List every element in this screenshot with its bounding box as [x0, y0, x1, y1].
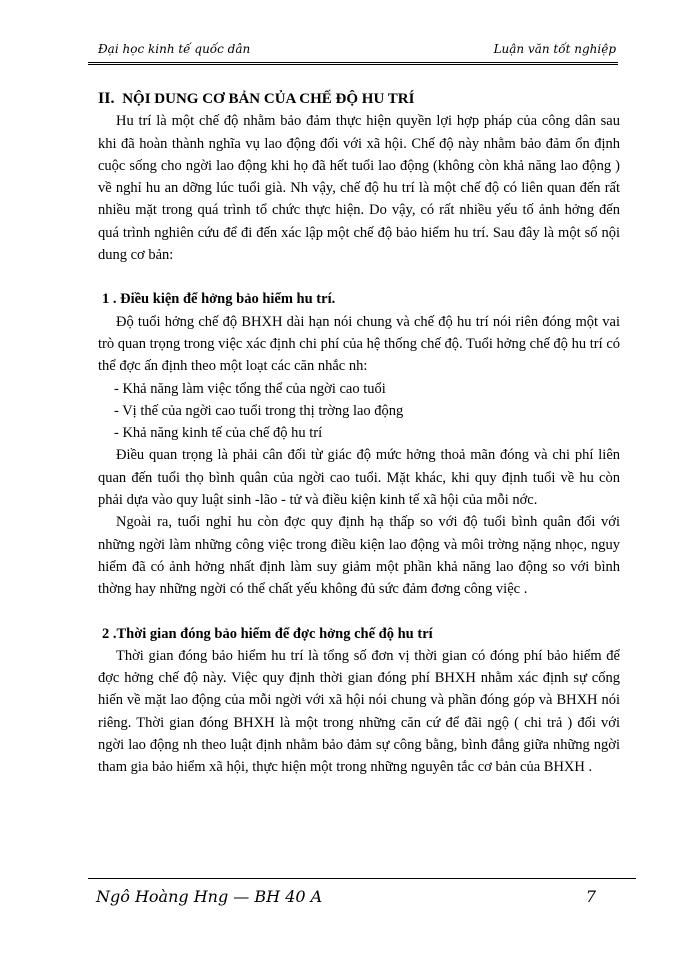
list-item: - Khả năng kinh tế của chế độ hu trí: [114, 425, 323, 442]
subsection-2-paragraph-1: Thời gian đóng bảo hiểm hu trí là tổng số đơn vị thời gian có đóng phí bảo hiểm để đợc hởng chế độ này. Việc quy định thời gian đóng phí BHXH nhằm xác định sự cống hiến về mặt lao động của mỗi ngời với xã hội nói chung và phần đóng góp và BHXH nói riêng. Thời gian đóng BHXH là một trong những căn cứ để đãi ngộ ( chi trả ) đối với ngời lao động nh theo luật định nhằm bảo đảm sự công bằng, bình đẳng giữa những ngời tham gia bảo hiểm xã hội, thực hiện một trong những nguyên tắc cơ bản của BHXH .: [98, 647, 620, 776]
section-title-text: NỘI DUNG CƠ BẢN CỦA CHẾ ĐỘ HU TRÍ: [122, 91, 415, 107]
page-footer: [88, 878, 636, 906]
list-item: - Vị thế của ngời cao tuổi trong thị trờng lao động: [114, 402, 404, 419]
section-number: II.: [98, 90, 115, 107]
subsection-1-heading: 1 . Điều kiện để hởng bảo hiểm hu trí.: [102, 291, 336, 308]
subsection-1-paragraph-3: Ngoài ra, tuổi nghỉ hu còn đợc quy định hạ thấp so với độ tuổi bình quân đối với những ngời làm những công việc trong điều kiện lao động và môi trờng nặng nhọc, nguy hiểm đã có ảnh hởng nhất định làm suy giảm một phần khả năng lao động so với bình thờng hay những ngời có thể chất yếu không đủ sức đảm đơng công việc .: [98, 514, 620, 598]
subsection-1-paragraph-1: Độ tuổi hởng chế độ BHXH dài hạn nói chung và chế độ hu trí nói riên đóng một vai trò quan trọng trong việc xác định chi phí của hệ thống chế độ. Tuổi hởng chế độ hu trí có thể đợc ấn định theo một loạt các căn nhắc nh:: [98, 313, 620, 375]
header-university: Đại học kinh tế quốc dân: [98, 42, 251, 56]
section-title: [98, 88, 620, 110]
footer-author: Ngô Hoàng Hng — BH 40 A: [96, 887, 323, 906]
page-number: 7: [585, 887, 596, 906]
subsection-2-heading: 2 .Thời gian đóng bảo hiểm để đợc hởng chế độ hu trí: [102, 625, 433, 642]
document-body: [98, 88, 620, 779]
factors-list: [98, 378, 620, 445]
header-thesis-label: Luận văn tốt nghiệp: [493, 42, 616, 56]
section-intro-paragraph: Hu trí là một chế độ nhằm bảo đảm thực hiện quyền lợi hợp pháp của công dân sau khi đã hoàn thành nghĩa vụ lao động đối với xã hội. Chế độ này nhằm bảo đảm ổn định cuộc sống cho ngời lao động khi họ đã hết tuổi lao động (không còn khả năng lao động ) về nghỉ hu an dỡng lúc tuổi già. Nh vậy, chế độ hu trí là một chế độ có liên quan đến rất nhiều mặt trong quá trình tổ chức thực hiện. Do vậy, có rất nhiều yếu tố ảnh hởng đến quá trình nghiên cứu để đi đến xác lập một chế độ bảo hiểm hu trí. Sau đây là một số nội dung cơ bản:: [98, 113, 620, 264]
list-item: - Khả năng làm việc tổng thể của ngời cao tuổi: [114, 380, 386, 397]
page-header: [88, 40, 618, 65]
subsection-1-paragraph-2: Điều quan trọng là phải cân đối từ giác độ mức hởng thoả mãn đóng và chi phí liên quan đến tuổi thọ bình quân của ngời cao tuổi. Mặt khác, khi quy định tuổi về hu còn phải dựa vào quy luật sinh -lão - tử và điều kiện kinh tế xã hội của mỗi nớc.: [98, 447, 620, 509]
